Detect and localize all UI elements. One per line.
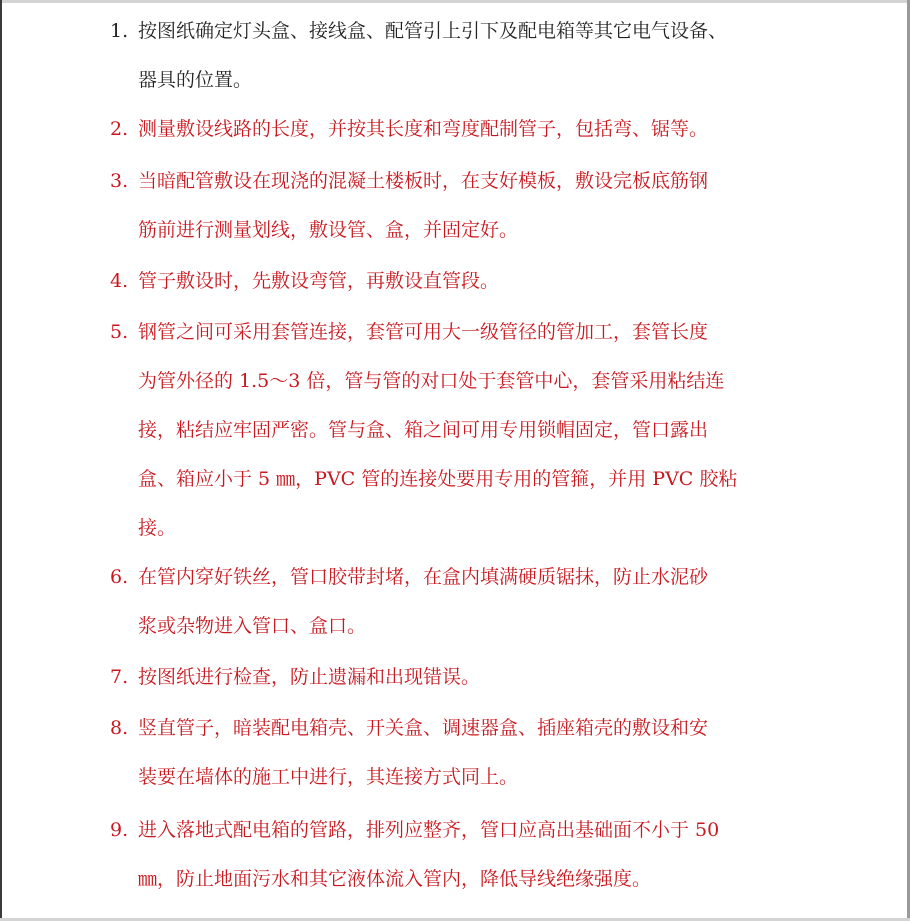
list-item-3-text-2: 筋前进行测量划线，敷设管、盒，并固定好。 <box>138 219 519 241</box>
list-item-4-number: 4. <box>110 270 129 292</box>
list-item-9-line-1 <box>110 806 790 855</box>
list-item-5-line-4 <box>110 455 790 504</box>
list-item-7-number: 7. <box>110 666 129 688</box>
list-item-2 <box>110 105 790 154</box>
list-item-4-text-1: 管子敷设时，先敷设弯管，再敷设直管段。 <box>138 270 500 292</box>
list-item-1-line-2 <box>110 56 790 105</box>
list-item-4-line-1 <box>110 257 790 306</box>
list-item-3-number: 3. <box>110 170 129 192</box>
list-item-6-line-1 <box>110 553 790 602</box>
list-item-5-number: 5. <box>110 321 129 343</box>
list-item-7 <box>110 653 790 702</box>
list-item-1-text-2: 器具的位置。 <box>138 69 253 91</box>
list-item-1-text-1: 按图纸确定灯头盒、接线盒、配管引上引下及配电箱等其它电气设备、 <box>138 20 728 42</box>
list-item-8-text-2: 装要在墙体的施工中进行，其连接方式同上。 <box>138 766 519 788</box>
list-item-5 <box>110 308 790 553</box>
list-item-2-line-1 <box>110 105 790 154</box>
list-item-5-line-5 <box>110 504 790 553</box>
list-item-2-number: 2. <box>110 118 129 140</box>
list-item-3-line-1 <box>110 157 790 206</box>
list-item-5-text-5: 接。 <box>138 517 177 539</box>
list-item-8-line-2 <box>110 753 790 802</box>
list-item-9 <box>110 806 790 904</box>
list-item-9-number: 9. <box>110 819 129 841</box>
list-item-8 <box>110 704 790 802</box>
list-item-6-number: 6. <box>110 566 129 588</box>
list-item-7-line-1 <box>110 653 790 702</box>
list-item-5-line-3 <box>110 406 790 455</box>
list-item-7-text-1: 按图纸进行检查，防止遗漏和出现错误。 <box>138 666 481 688</box>
list-item-5-text-4: 盒、箱应小于 5 ㎜，PVC 管的连接处要用专用的管箍，并用 PVC 胶粘 <box>138 468 738 490</box>
list-item-6-text-1: 在管内穿好铁丝，管口胶带封堵，在盒内填满硬质锯抹，防止水泥砂 <box>138 566 709 588</box>
list-item-4 <box>110 257 790 306</box>
list-item-8-line-1 <box>110 704 790 753</box>
list-item-5-text-2: 为管外径的 1.5～3 倍，管与管的对口处于套管中心，套管采用粘结连 <box>138 370 725 392</box>
list-item-6-line-2 <box>110 602 790 651</box>
list-item-3-text-1: 当暗配管敷设在现浇的混凝土楼板时，在支好模板，敷设完板底筋钢 <box>138 170 709 192</box>
list-item-8-text-1: 竖直管子，暗装配电箱壳、开关盒、调速器盒、插座箱壳的敷设和安 <box>138 717 709 739</box>
list-item-3-line-2 <box>110 206 790 255</box>
list-item-5-line-2 <box>110 357 790 406</box>
list-item-5-line-1 <box>110 308 790 357</box>
list-item-5-text-3: 接，粘结应牢固严密。管与盒、箱之间可用专用锁帽固定，管口露出 <box>138 419 709 441</box>
list-item-9-text-2: ㎜，防止地面污水和其它液体流入管内，降低导线绝缘强度。 <box>138 868 652 890</box>
list-item-2-text-1: 测量敷设线路的长度，并按其长度和弯度配制管子，包括弯、锯等。 <box>138 118 709 140</box>
list-item-9-text-1: 进入落地式配电箱的管路，排列应整齐，管口应高出基础面不小于 50 <box>138 819 720 841</box>
list-item-1-number: 1. <box>110 20 129 42</box>
list-item-6-text-2: 浆或杂物进入管口、盒口。 <box>138 615 367 637</box>
list-item-5-text-1: 钢管之间可采用套管连接，套管可用大一级管径的管加工，套管长度 <box>138 321 709 343</box>
list-item-6 <box>110 553 790 651</box>
list-item-8-number: 8. <box>110 717 129 739</box>
list-item-1-line-1 <box>110 7 790 56</box>
list-item-9-line-2 <box>110 855 790 904</box>
list-item-1 <box>110 7 790 105</box>
list-item-3 <box>110 157 790 255</box>
